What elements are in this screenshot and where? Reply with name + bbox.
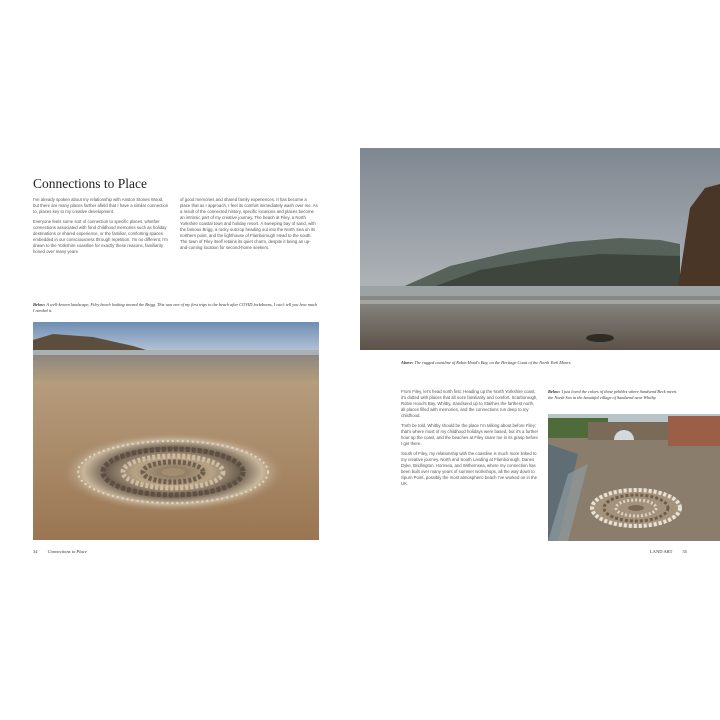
caption-label: Below: xyxy=(33,302,46,307)
left-caption xyxy=(33,302,318,314)
right-page xyxy=(345,0,720,720)
page-number: 34 xyxy=(33,549,38,554)
paragraph: From Filey, let's head north first. Heading up the North Yorkshire coast, it's dotted with places that all ooze familiarity and comfort. Scarborough, Robin Hood's Bay, Whitby, Sandsend up to Staithes the farthest north, all places filled with memories, and the connections run deep to my childhood. xyxy=(401,389,538,418)
caption-text: A well-known landscape, Filey beach looking toward the Brigg. This was one of my first trips to the beach after COVID lockdowns, I can't tell you how much I needed it. xyxy=(33,302,318,313)
paragraph: of good memories and shared family experiences. It has become a place that as I approach, I feel its comfort immediately wash over me. As a result of the connected history, specific locations and places become an intrinsic part of my creative journey. The beach at Filey, a North Yorkshire coastal town and holiday resort. A sweeping bay of sand, with the famous Brigg, a rocky outcrop heading out into the North Sea on its northern point, and the lighthouse of Flamborough Head to the south. The town of Filey itself retains its quiet charm, despite it being an up-and-coming location for second-home seekers. xyxy=(180,197,318,250)
paragraph: South of Filey, my relationship with the coastline is much more linked to my creative journey. North and South Landing at Flamborough, Danes Dyke, Bridlington, Hornsea, and Withernsea, where my connection has been built over many years of summer workshops, all the way down to Spurn Point, possibly the most atmospheric beach I've worked on in the UK. xyxy=(401,451,538,486)
top-caption xyxy=(401,360,701,366)
left-column-1 xyxy=(33,197,169,259)
right-footer xyxy=(650,549,687,554)
section-title: LAND ART xyxy=(649,549,673,554)
side-caption xyxy=(548,389,682,401)
page-number: 35 xyxy=(682,549,687,554)
rugged-coastline-photo xyxy=(360,148,720,350)
caption-text: I just loved the colors of these pebbles where Sandsend Beck meets the North Sea in the beautiful village of Sandsend near Whitby. xyxy=(548,389,677,400)
right-column xyxy=(401,389,539,491)
page-title: Connections to Place xyxy=(33,176,147,191)
left-footer xyxy=(33,549,87,554)
caption-label: Above: xyxy=(401,360,414,365)
caption-label: Below: xyxy=(548,389,561,394)
section-title: Connections to Place xyxy=(47,549,87,554)
caption-text: The rugged coastline of Robin Hood's Bay, on the Heritage Coast of the North York Moors. xyxy=(414,360,572,365)
left-page xyxy=(0,0,345,720)
beach-stone-circle-photo xyxy=(33,322,319,540)
left-column-2 xyxy=(180,197,318,255)
pebble-circle-bridge-photo xyxy=(548,414,720,541)
paragraph: I've already spoken about my relationship with Anston Stones Wood, but there are many places farther afield that I have a similar connection to, places key to my creative development. xyxy=(33,197,169,214)
paragraph: Truth be told, Whitby should be the place I'm talking about before Filey; that's where most of my childhood holidays were based, but it's a further hour up the coast, and the beaches at Filey snare me in its grasp before I get there. xyxy=(401,423,539,446)
paragraph: Everyone feels some sort of connection to specific places, whether connections associated with fond childhood memories such as holiday destinations or shared experience, or the familiar, comforting spaces embedded in our consciousness through repetition. I'm no different; I'm drawn to the Yorkshire coastline for exactly these reasons, familiarity honed over many years xyxy=(33,219,168,254)
